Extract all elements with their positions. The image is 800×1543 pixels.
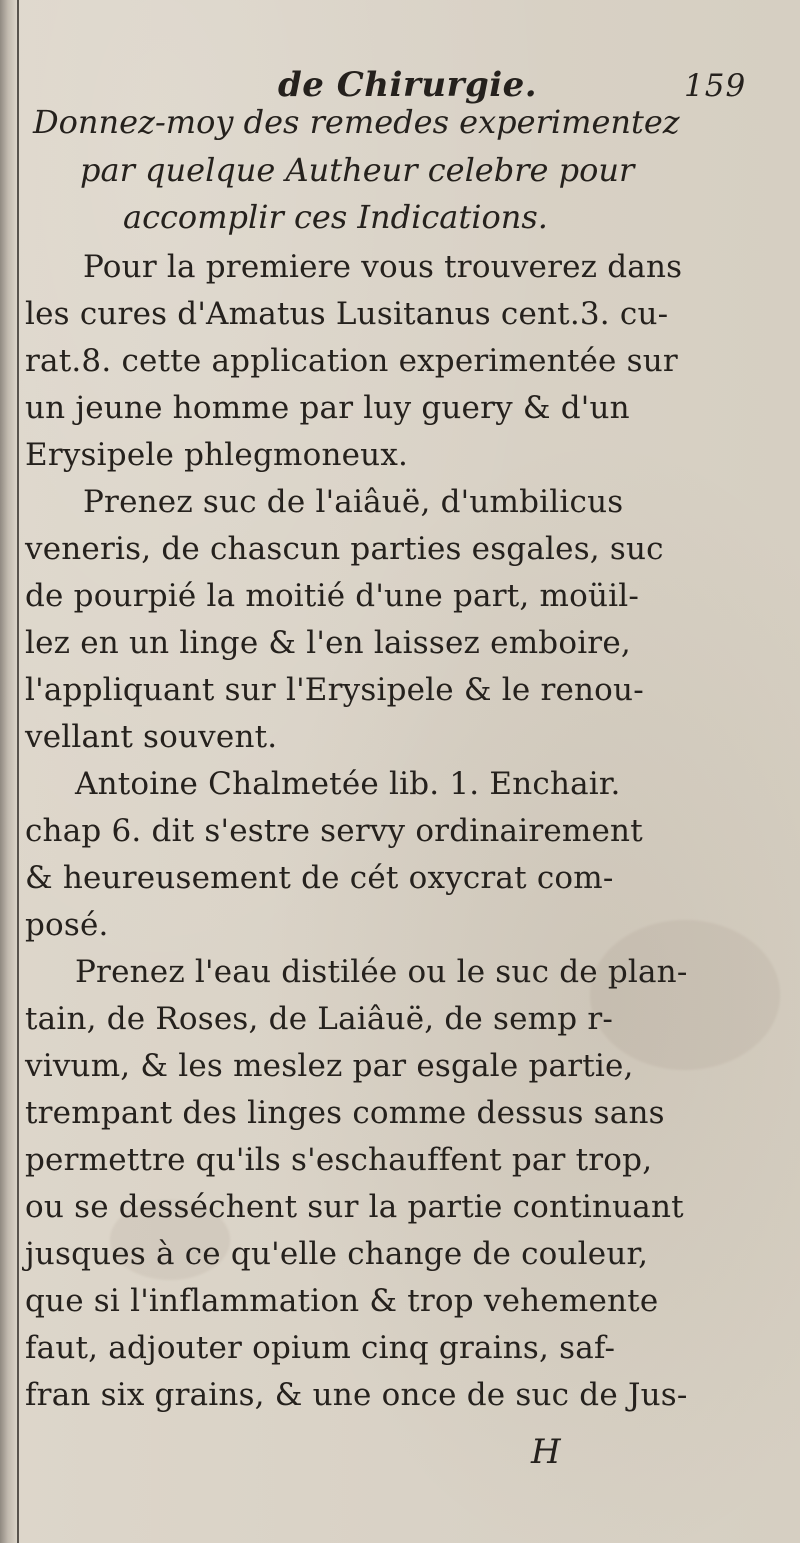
text-line: & heureusement de cét oxycrat com- — [25, 860, 614, 896]
catchword: H — [531, 1432, 561, 1472]
text-line: Erysipele phlegmoneux. — [25, 437, 409, 473]
running-head: de Chirurgie. — [278, 65, 538, 105]
page-number: 159 — [684, 68, 747, 104]
text-line: l'appliquant sur l'Erysipele & le renou- — [25, 672, 644, 708]
text-line: rat.8. cette application experimentée sur — [25, 343, 678, 379]
text-line: Pour la premiere vous trouverez dans — [83, 249, 683, 285]
heading-line: Donnez-moy des remedes experimentez — [33, 103, 680, 141]
text-line: vellant souvent. — [25, 719, 278, 755]
text-line: Prenez suc de l'aiâuë, d'umbilicus — [83, 484, 624, 520]
text-line: chap 6. dit s'estre servy ordinairement — [25, 813, 643, 849]
text-line: lez en un linge & l'en laissez emboire, — [25, 625, 631, 661]
text-line: fran six grains, & une once de suc de Jus- — [25, 1377, 688, 1413]
text-line: que si l'inflammation & trop vehemente — [25, 1283, 659, 1319]
text-line: vivum, & les meslez par esgale partie, — [25, 1048, 634, 1084]
heading-line: par quelque Autheur celebre pour — [80, 151, 635, 189]
text-line: faut, adjouter opium cinq grains, saf- — [25, 1330, 616, 1366]
text-line: permettre qu'ils s'eschauffent par trop, — [25, 1142, 653, 1178]
text-line: de pourpié la moitié d'une part, moüil- — [25, 578, 640, 614]
text-line: trempant des linges comme dessus sans — [25, 1095, 665, 1131]
text-line: ou se desséchent sur la partie continuant — [25, 1189, 684, 1225]
page-edge-line — [17, 0, 19, 1543]
text-line: posé. — [25, 907, 109, 943]
text-line: les cures d'Amatus Lusitanus cent.3. cu- — [25, 296, 669, 332]
text-line: Prenez l'eau distilée ou le suc de plan- — [75, 954, 688, 990]
text-line: jusques à ce qu'elle change de couleur, — [25, 1236, 649, 1272]
text-line: tain, de Roses, de Laiâuë, de semp r- — [25, 1001, 614, 1037]
text-line: un jeune homme par luy guery & d'un — [25, 390, 630, 426]
book-gutter-shadow — [0, 0, 18, 1543]
text-line: Antoine Chalmetée lib. 1. Enchair. — [75, 766, 621, 802]
heading-line: accomplir ces Indications. — [123, 198, 548, 236]
text-line: veneris, de chascun parties esgales, suc — [25, 531, 664, 567]
